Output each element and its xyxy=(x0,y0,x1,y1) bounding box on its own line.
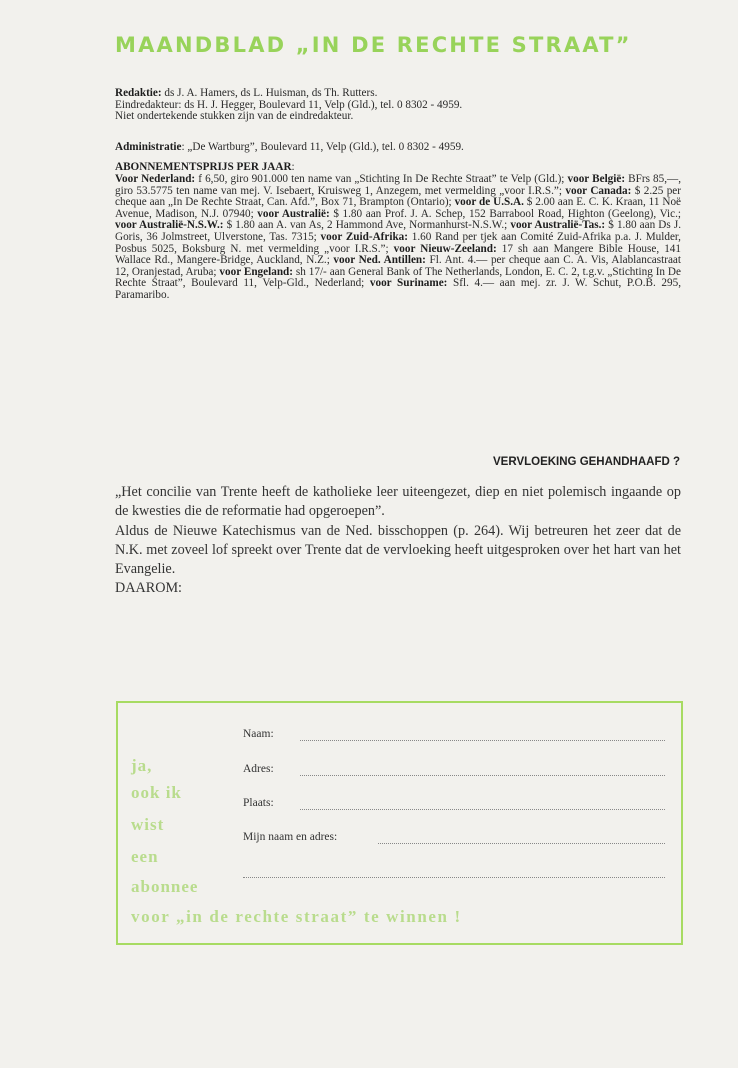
name-label: Naam: xyxy=(243,728,274,740)
region-label: voor Australië-Tas.: xyxy=(510,219,606,232)
region-price-text: 17 sh aan Mangere Bible House, 141 Wallace Rd., Mangere-Bridge, Auckland, N.Z.; xyxy=(115,242,681,267)
region-label: voor Engeland: xyxy=(219,265,293,278)
region-label: voor Suriname: xyxy=(369,277,448,290)
note: Niet ondertekende stukken zijn van de eindredakteur. xyxy=(115,110,354,123)
slogan-line: wist xyxy=(131,815,165,834)
administratie-info xyxy=(115,142,681,154)
article-heading: VERVLOEKING GEHANDHAAFD ? xyxy=(493,456,680,468)
abonnement-prices xyxy=(115,174,681,302)
eindredakteur: Eindredakteur: ds H. J. Hegger, Boulevard 11, Velp (Gld.), tel. 0 8302 - 4959. xyxy=(115,98,463,111)
redaktie-text: ds J. A. Hamers, ds L. Huisman, ds Th. Rutters. xyxy=(161,87,378,99)
region-label: voor Australië: xyxy=(257,207,330,220)
region-price-text: 1.60 Rand per tjek aan Comité Zuid-Afrika p.a. J. Mulder, Posbus 5025, Boksburg N. met vermelding „voor I.R.S.”; xyxy=(115,230,681,255)
city-field[interactable] xyxy=(300,809,665,810)
region-label: voor Ned. Antillen: xyxy=(333,254,426,267)
region-price-text: f 6,50, giro 901.000 ten name van „Stichting In De Rechte Straat” te Velp (Gld.); xyxy=(195,173,568,185)
region-label: voor Canada: xyxy=(565,184,632,197)
region-price-text: Fl. Ant. 4.— per cheque aan C. A. Vis, Alablancastraat 12, Oranjestad, Aruba; xyxy=(115,254,681,278)
region-price-text: Sfl. 4.— aan mej. zr. J. W. Schut, P.O.B. 295, Paramaribo. xyxy=(115,277,682,301)
slogan-line: voor „in de rechte straat” te winnen ! xyxy=(131,907,462,926)
address-field[interactable] xyxy=(300,775,665,776)
address-label: Adres: xyxy=(243,763,274,775)
article-paragraph: Aldus de Nieuwe Katechismus van de Ned. bisschoppen (p. 264). Wij betreuren het zeer dat de N.K. met zoveel lof spreekt over Trente dat de vervloeking heeft uitgesproken over het hart van het Evangelie. xyxy=(115,522,681,578)
city-label: Plaats: xyxy=(243,797,274,809)
slogan-line: ja, xyxy=(131,756,153,775)
region-label: voor Nieuw-Zeeland: xyxy=(393,242,497,255)
redaktie-label: Redaktie: xyxy=(115,87,162,99)
region-price-text: BFrs 85,—, giro 53.5775 ten name van mej. V. Isebaert, Kruisweg 1, Anzegem, met vermelding „voor I.R.S.”; xyxy=(115,173,682,197)
region-label: voor Zuid-Afrika: xyxy=(320,230,408,243)
article-body xyxy=(115,483,681,599)
slogan-line: abonnee xyxy=(131,877,199,896)
article-conclusion: DAAROM: xyxy=(115,580,183,597)
slogan-line: ook ik xyxy=(131,783,182,802)
region-price-text: $ 1.80 aan Prof. J. A. Schep, 152 Barrabool Road, Highton (Geelong), Vic.; xyxy=(329,207,681,220)
region-label: Voor Nederland: xyxy=(115,173,196,185)
region-label: voor de U.S.A. xyxy=(454,196,524,209)
abonnement-heading: ABONNEMENTSPRIJS PER JAAR: xyxy=(115,161,295,173)
administratie-text: : „De Wartburg”, Boulevard 11, Velp (Gld.), tel. 0 8302 - 4959. xyxy=(181,141,464,153)
region-price-text: $ 2.00 aan E. C. K. Kraan, 11 Noë Avenue, Madison, N.J. 07940; xyxy=(115,196,681,220)
own-address-field[interactable] xyxy=(243,877,665,878)
own-name-label: Mijn naam en adres: xyxy=(243,831,338,843)
region-label: voor België: xyxy=(567,173,626,185)
administratie-label: Administratie xyxy=(115,141,182,153)
own-name-field[interactable] xyxy=(378,843,665,844)
region-price-text: $ 1.80 aan Ds J. Goris, 36 Jolmstreet, Ulverstone, Tas. 7315; xyxy=(115,219,681,243)
slogan-line: een xyxy=(131,847,159,866)
editorial-info xyxy=(115,88,681,123)
name-field[interactable] xyxy=(300,740,665,741)
region-price-text: sh 17/- aan General Bank of The Netherlands, London, E. C. 2, t.g.v. „Stichting In De Rechte Straat”, Boulevard 11, Velp-Gld., Nederland; xyxy=(115,265,681,290)
article-quote: „Het concilie van Trente heeft de katholieke leer uiteengezet, diep en niet polemisch ingaande op de kwesties die de reformatie had opgeroepen”. xyxy=(115,484,681,520)
masthead-title: MAANDBLAD „IN DE RECHTE STRAAT” xyxy=(115,33,632,57)
region-price-text: $ 2.25 per cheque aan „In De Rechte Straat, Can. Afd.”, Box 71, Brampton (Ontario); xyxy=(115,184,682,209)
region-label: voor Australië-N.S.W.: xyxy=(115,219,224,232)
region-price-text: $ 1.80 aan A. van As, 2 Hammond Ave, Normanhurst-N.S.W.; xyxy=(223,219,511,232)
